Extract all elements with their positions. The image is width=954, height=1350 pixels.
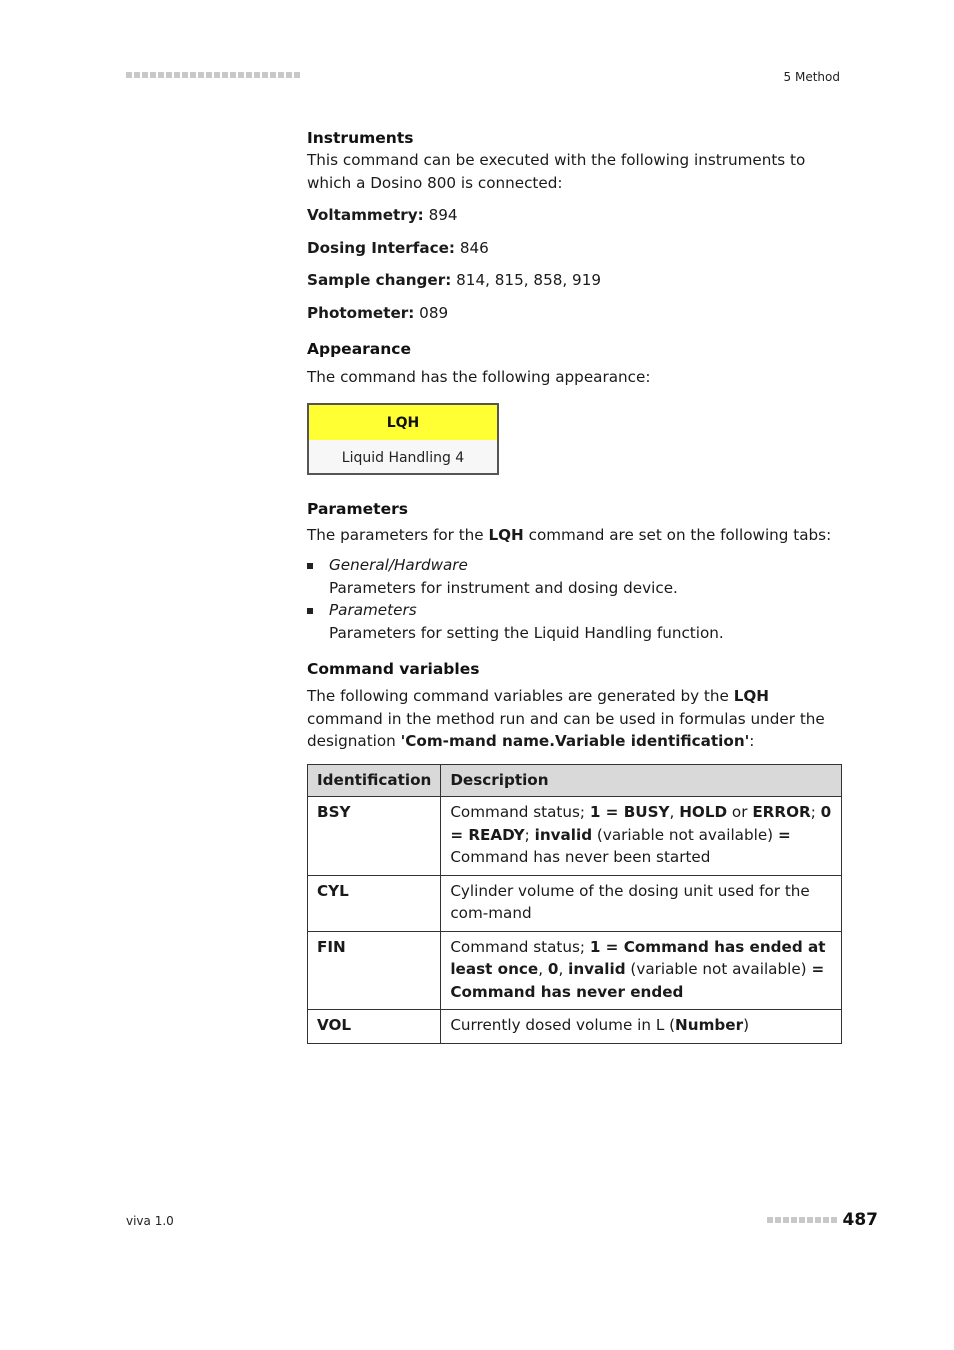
table-row	[308, 931, 842, 1010]
table-row	[308, 875, 842, 931]
bullet-icon	[307, 563, 313, 569]
instruments-heading: Instruments	[307, 129, 414, 147]
description-fragment: ,	[538, 960, 548, 978]
variable-description	[441, 931, 842, 1010]
variables-intro-designation: 'Com-mand name.Variable identification'	[400, 732, 750, 750]
parameters-heading: Parameters	[307, 499, 408, 518]
description-fragment: 0 = READY	[450, 803, 832, 844]
description-fragment: (variable not available)	[592, 825, 778, 844]
appearance-heading: Appearance	[307, 340, 411, 358]
instrument-item	[307, 269, 841, 292]
variable-identification: FIN	[308, 931, 441, 1010]
tab-description: Parameters for instrument and dosing device.	[329, 578, 678, 597]
instrument-label: Voltammetry:	[307, 206, 424, 224]
description-fragment: Number	[675, 1016, 744, 1034]
header-decoration	[126, 72, 300, 78]
variables-heading: Command variables	[307, 660, 480, 678]
description-fragment: )	[743, 1016, 749, 1034]
instrument-label: Photometer:	[307, 303, 415, 322]
description-fragment: (variable not available)	[625, 960, 812, 978]
tab-name: Parameters	[329, 601, 417, 619]
instrument-label: Sample changer:	[307, 271, 452, 289]
instrument-item	[307, 204, 841, 227]
description-fragment: ,	[669, 803, 680, 821]
description-fragment: Command has never been started	[450, 848, 711, 866]
instrument-list	[307, 204, 841, 324]
description-fragment: invalid	[568, 960, 626, 978]
description-fragment: or	[727, 803, 753, 821]
parameters-intro-command: LQH	[488, 525, 524, 544]
description-fragment: Currently dosed volume in L (	[450, 1016, 676, 1034]
variables-intro-text: command in the method run and can be used in formulas under the designation	[307, 709, 825, 750]
parameters-intro	[307, 524, 841, 547]
command-appearance-box	[307, 403, 499, 475]
table-header-row	[308, 764, 842, 797]
list-item	[307, 554, 841, 599]
column-header-identification: Identification	[308, 764, 441, 797]
variables-intro-text: :	[749, 732, 755, 750]
variables-intro	[307, 685, 841, 753]
footer-product: viva 1.0	[126, 1214, 174, 1228]
variable-identification: CYL	[308, 875, 441, 931]
variable-description	[441, 797, 842, 876]
variable-identification: BSY	[308, 797, 441, 876]
instrument-value: 846	[455, 238, 489, 257]
variable-description	[441, 1010, 842, 1044]
footer-page-block	[767, 1210, 879, 1230]
footer-decoration	[767, 1217, 837, 1223]
parameter-tab-list	[307, 554, 841, 644]
description-fragment: 0	[547, 960, 559, 978]
instrument-item	[307, 237, 841, 260]
page-number: 487	[842, 1210, 878, 1230]
instrument-value: 089	[414, 303, 449, 322]
table-row	[308, 1010, 842, 1044]
variable-identification: VOL	[308, 1010, 441, 1044]
description-fragment: HOLD	[679, 803, 728, 821]
description-fragment: Command status;	[450, 937, 590, 956]
command-box-title: LQH	[309, 405, 497, 440]
description-fragment: ERROR	[752, 803, 811, 821]
tab-description: Parameters for setting the Liquid Handling function.	[329, 623, 724, 642]
description-fragment: 1 = Command has ended at least once	[450, 937, 826, 978]
column-header-description: Description	[441, 764, 842, 797]
instrument-value: 814, 815, 858, 919	[451, 271, 602, 289]
description-fragment: ,	[558, 960, 569, 978]
header-section-title: 5 Method	[783, 70, 840, 84]
list-item	[307, 599, 841, 644]
variable-description	[441, 875, 842, 931]
instrument-label: Dosing Interface:	[307, 238, 456, 257]
description-fragment: Cylinder volume of the dosing unit used for the com-mand	[450, 881, 810, 922]
parameters-intro-text: command are set on the following tabs:	[523, 525, 832, 544]
description-fragment: 1 = BUSY	[589, 803, 670, 821]
description-fragment: Command status;	[450, 803, 590, 821]
tab-name: General/Hardware	[329, 556, 468, 574]
description-fragment: =	[777, 825, 791, 844]
variables-table	[307, 764, 842, 1044]
main-content	[307, 127, 841, 1044]
command-box-subtitle: Liquid Handling 4	[309, 440, 497, 473]
description-fragment: = Command has never ended	[450, 960, 825, 1001]
table-row	[308, 797, 842, 876]
appearance-intro: The command has the following appearance:	[307, 368, 651, 386]
description-fragment: ;	[524, 825, 535, 844]
description-fragment: ;	[810, 803, 821, 821]
variables-intro-text: The following command variables are generated by the	[307, 687, 734, 705]
variables-intro-command: LQH	[733, 687, 770, 705]
description-fragment: invalid	[534, 825, 593, 844]
bullet-icon	[307, 608, 313, 614]
instrument-item	[307, 302, 841, 325]
instrument-value: 894	[423, 206, 458, 224]
instruments-intro: This command can be executed with the following instruments to which a Dosino 800 is connected:	[307, 151, 806, 192]
parameters-intro-text: The parameters for the	[307, 525, 489, 544]
